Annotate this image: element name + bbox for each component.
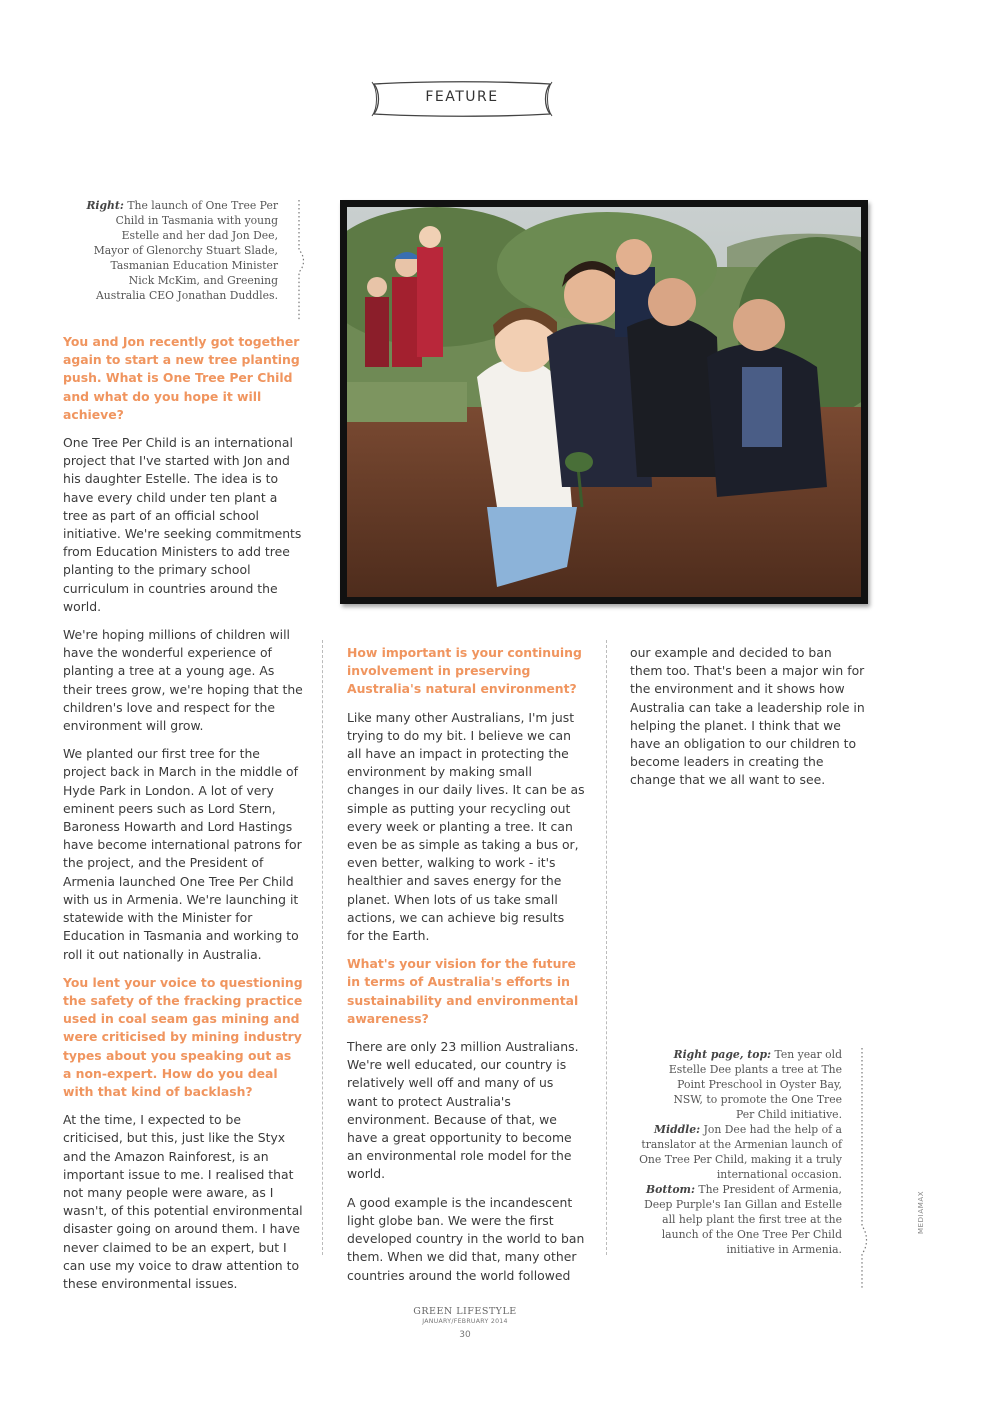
interview-question: You and Jon recently got together again to start a new tree planting push. What is One Tree Per Child and what do you hope it will achieve? bbox=[63, 334, 300, 422]
caption-line: Estelle Dee plants a tree at The bbox=[668, 1063, 842, 1076]
column-divider bbox=[322, 640, 323, 1255]
interview-question: What's your vision for the future in terms of Australia's efforts in sustainability and environmental awareness? bbox=[347, 956, 579, 1026]
caption-lead: Middle: bbox=[654, 1123, 701, 1136]
caption-line: Jon Dee had the help of a bbox=[703, 1123, 842, 1136]
photo-caption-top bbox=[80, 198, 278, 303]
page-number: 30 bbox=[459, 1330, 471, 1340]
caption-line: Tasmanian Education Minister bbox=[110, 259, 278, 272]
caption-line: Estelle and her dad Jon Dee, bbox=[121, 229, 278, 242]
caption-lead: Bottom: bbox=[646, 1183, 695, 1196]
tree-planting-photo-icon bbox=[347, 207, 861, 597]
caption-line: Australia CEO Jonathan Duddles. bbox=[95, 289, 278, 302]
caption-line: Mayor of Glenorchy Stuart Slade, bbox=[93, 244, 278, 257]
caption-line: Deep Purple's Ian Gillan and Estelle bbox=[644, 1198, 842, 1211]
caption-line: international occasion. bbox=[716, 1168, 842, 1181]
dotted-wave-divider-icon bbox=[290, 198, 306, 322]
interview-answer: Like many other Australians, I'm just trying to do my bit. I believe we can all have an impact in protecting the environment by making small changes in our daily lives. It can be as simple as putting your recycling out every week or planting a tree. It can even be as simple as taking a bus or, even better, walking to work - it's healthier and saves energy for the planet. When lots of us take small actions, we can achieve big results for the Earth. bbox=[347, 709, 585, 944]
interview-answer: We're hoping millions of children will have the wonderful experience of planting a tree at a young age. As their trees grow, we're hoping that the children's love and respect for the environment will grow. bbox=[63, 627, 303, 734]
article-column-1 bbox=[63, 333, 303, 1303]
interview-answer: One Tree Per Child is an international project that I've started with Jon and his daughter Estelle. The idea is to have every child under ten plant a tree as part of an official school initiative. We're seeking commitments from Education Ministers to add tree planting to the primary school curriculum in countries around the world. bbox=[63, 435, 302, 614]
feature-photo bbox=[340, 200, 868, 604]
interview-answer: There are only 23 million Australians. We're well educated, our country is relatively well off and many of us want to protect Australia's environment. Because of that, we have a great opportunity to become an environmental role model for the world. bbox=[347, 1039, 579, 1182]
issue-date: JANUARY/FEBRUARY 2014 bbox=[422, 1318, 508, 1325]
photo-caption-bottom bbox=[620, 1047, 842, 1257]
article-column-2 bbox=[347, 644, 585, 1295]
interview-answer: We planted our first tree for the project back in March in the middle of Hyde Park in London. A lot of very eminent peers such as Lord Stern, Baroness Howarth and Lord Hastings have become international patrons for the project, and the President of Armenia launched One Tree Per Child with us in Armenia. We're launching it statewide with the Minister for Education in Tasmania and working to roll it out nationally in Australia. bbox=[63, 746, 302, 962]
caption-line: NSW, to promote the One Tree bbox=[673, 1093, 842, 1106]
interview-question: How important is your continuing involvement in preserving Australia's natural environment? bbox=[347, 645, 582, 697]
article-column-3 bbox=[630, 644, 868, 800]
banner-label: FEATURE bbox=[425, 89, 499, 105]
caption-line: launch of the One Tree Per Child bbox=[661, 1228, 842, 1241]
caption-line: Child in Tasmania with young bbox=[115, 214, 278, 227]
photo-credit-text: MEDIAMAX bbox=[917, 1190, 925, 1234]
caption-line: The President of Armenia, bbox=[698, 1183, 842, 1196]
caption-line: One Tree Per Child, making it a truly bbox=[639, 1153, 842, 1166]
caption-line: Point Preschool in Oyster Bay, bbox=[677, 1078, 842, 1091]
interview-answer: our example and decided to ban them too. That's been a major win for the environment and it shows how Australia can take a leadership role in helping the planet. I think that we have an obligation to our children to become leaders in creating the change that we all want to see. bbox=[630, 645, 865, 788]
column-divider bbox=[606, 640, 607, 1255]
caption-line: translator at the Armenian launch of bbox=[641, 1138, 842, 1151]
caption-lead: Right page, top: bbox=[673, 1048, 772, 1061]
dotted-wave-divider-icon bbox=[854, 1046, 870, 1292]
caption-line: The launch of One Tree Per bbox=[127, 199, 278, 212]
interview-question: You lent your voice to questioning the safety of the fracking practice used in coal seam gas mining and were criticised by mining industry types about you speaking out as a non-expert. How do you deal with that kind of backlash? bbox=[63, 974, 303, 1099]
caption-line: Ten year old bbox=[774, 1048, 842, 1061]
caption-line: initiative in Armenia. bbox=[726, 1243, 842, 1256]
magazine-name: GREEN LIFESTYLE bbox=[413, 1306, 517, 1317]
caption-line: Nick McKim, and Greening bbox=[128, 274, 278, 287]
interview-answer: A good example is the incandescent light globe ban. We were the first developed country in the world to ban them. When we did that, many other countries around the world followed bbox=[347, 1194, 585, 1283]
section-banner bbox=[368, 78, 556, 120]
caption-lead: Right: bbox=[86, 199, 124, 212]
interview-answer: At the time, I expected to be criticised, but this, just like the Styx and the Amazon Rainforest, is an important issue to me. I realised that not many people were aware, as I wasn't, of this potential environmental disaster going on around them. I have never claimed to be an expert, but I can use my voice to draw attention to these environmental issues. bbox=[63, 1112, 303, 1291]
caption-line: all help plant the first tree at the bbox=[662, 1213, 842, 1226]
caption-line: Per Child initiative. bbox=[735, 1108, 842, 1121]
photo-credit bbox=[913, 1190, 933, 1250]
